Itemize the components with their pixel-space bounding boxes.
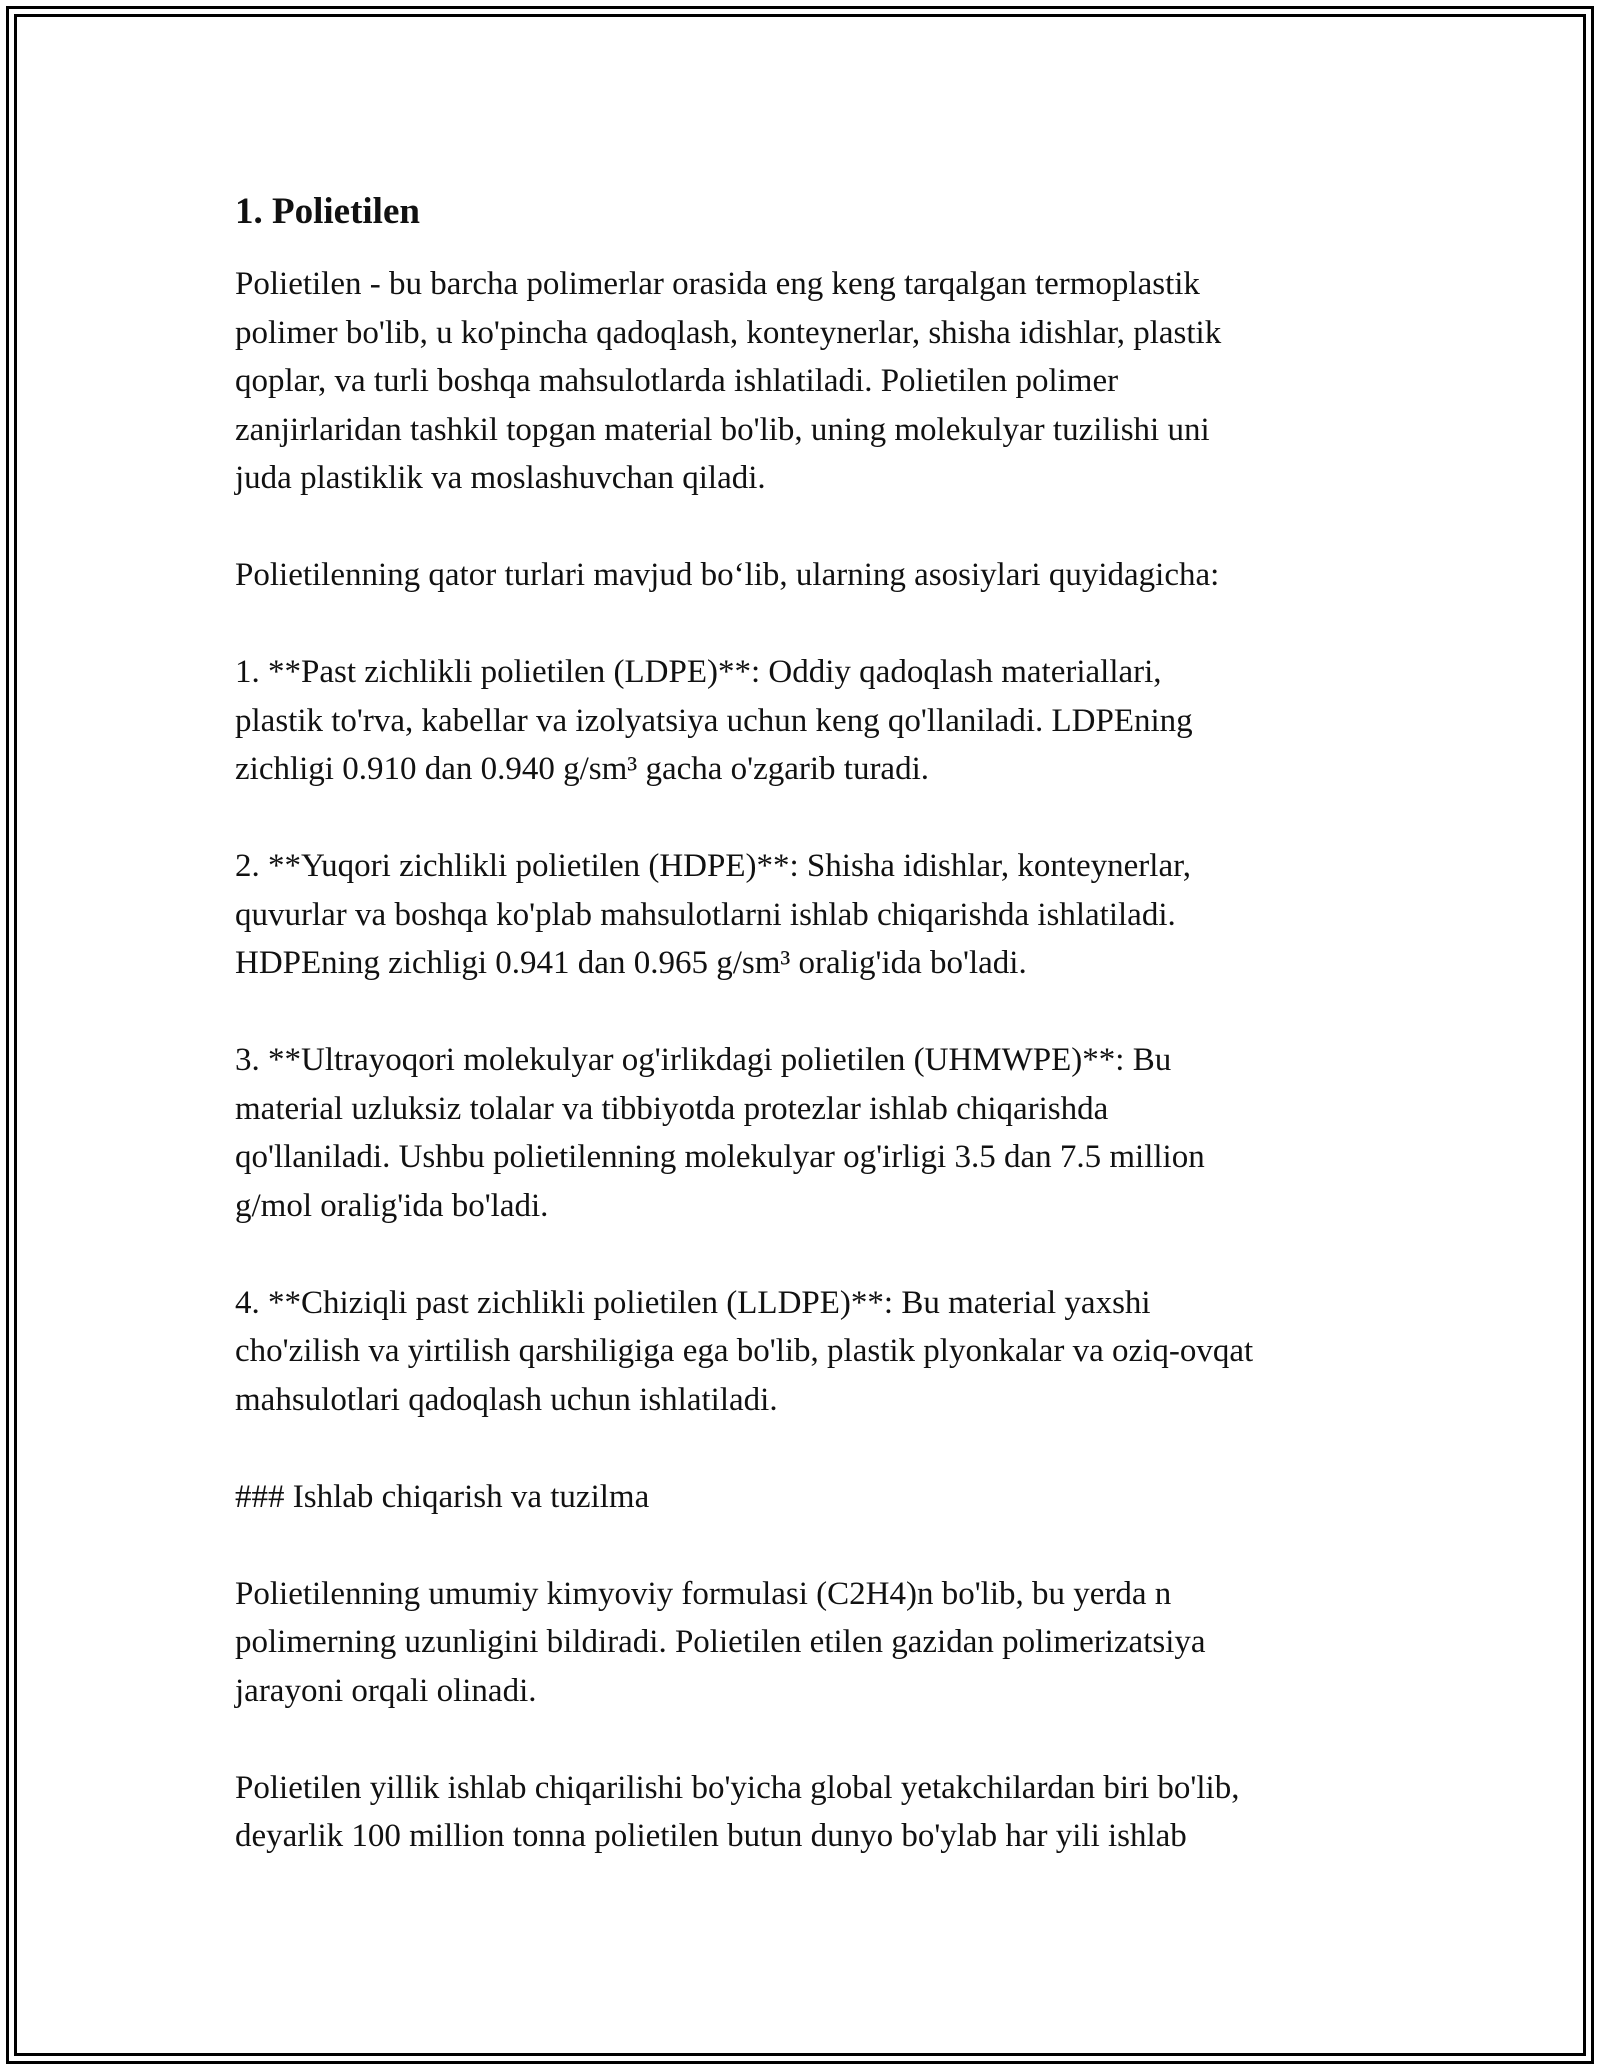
paragraph: 4. **Chiziqli past zichlikli polietilen (LLDPE)**: Bu material yaxshi cho'zilish va yirtilish qarshiligiga ega bo'lib, plastik plyonkalar va oziq-ovqat mahsulotlari qadoqlash uchun ishlatiladi. [235, 1284, 1254, 1418]
section-heading: 1. Polietilen [235, 191, 420, 232]
paragraph-list [235, 260, 1385, 1861]
paragraph: 3. **Ultrayoqori molekulyar og'irlikdagi polietilen (UHMWPE)**: Bu material uzluksiz tolalar va tibbiyotda protezlar ishlab chiqarishda qo'llaniladi. Ushbu polietilenning molekulyar og'irligi 3.5 dan 7.5 million g/mol oralig'ida bo'ladi. [235, 1042, 1205, 1224]
paragraph: Polietilen - bu barcha polimerlar orasida eng keng tarqalgan termoplastik polimer bo'lib, u ko'pincha qadoqlash, konteynerlar, shisha idishlar, plastik qoplar, va turli boshqa mahsulotlarda ishlatiladi. Polietilen polimer zanjirlaridan tashkil topgan material bo'lib, uning molekulyar tuzilishi uni juda plastiklik va moslashuvchan qiladi. [235, 266, 1222, 496]
paragraph: Polietilenning umumiy kimyoviy formulasi (C2H4)n bo'lib, bu yerda n polimerning uzunligini bildiradi. Polietilen etilen gazidan polimerizatsiya jarayoni orqali olinadi. [235, 1575, 1206, 1709]
document-body [235, 186, 1385, 1861]
paragraph: Polietilen yillik ishlab chiqarilishi bo'yicha global yetakchilardan biri bo'lib, deyarlik 100 million tonna polietilen butun dunyo bo'ylab har yili ishlab [235, 1769, 1240, 1854]
paragraph: Polietilenning qator turlari mavjud bo‘lib, ularning asosiylari quyidagicha: [235, 557, 1220, 593]
paragraph: 1. **Past zichlikli polietilen (LDPE)**: Oddiy qadoqlash materiallari, plastik to'rva, kabellar va izolyatsiya uchun keng qo'llaniladi. LDPEning zichligi 0.910 dan 0.940 g/sm³ gacha o'zgarib turadi. [235, 654, 1193, 787]
paragraph: ### Ishlab chiqarish va tuzilma [235, 1478, 650, 1515]
paragraph: 2. **Yuqori zichlikli polietilen (HDPE)**: Shisha idishlar, konteynerlar, quvurlar va boshqa ko'plab mahsulotlarni ishlab chiqarishda ishlatiladi. HDPEning zichligi 0.941 dan 0.965 g/sm³ oralig'ida bo'ladi. [235, 848, 1192, 981]
